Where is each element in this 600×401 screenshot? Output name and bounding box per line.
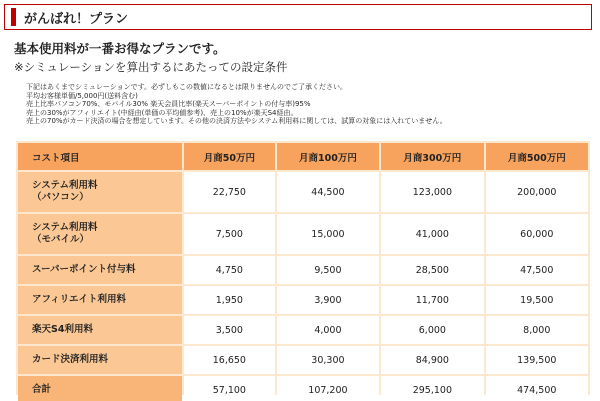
- column-header-300man: 月商300万円: [381, 143, 483, 170]
- column-header-100man: 月商100万円: [277, 143, 379, 170]
- note-line: 平均お客様単価/5,000円(送料含む): [26, 91, 138, 100]
- table-row: [18, 316, 588, 344]
- table-row-total: [18, 376, 588, 401]
- column-header-500man: 月商500万円: [486, 143, 588, 170]
- table-cell: 57,100: [184, 376, 275, 401]
- table-cell: 11,700: [381, 286, 483, 314]
- table-cell: 1,950: [184, 286, 275, 314]
- table-cell: 295,100: [381, 376, 483, 401]
- table-cell: 4,750: [184, 256, 275, 284]
- row-label: カード決済利用料: [18, 346, 182, 374]
- table-header-row: [18, 143, 588, 170]
- table-cell: 19,500: [486, 286, 588, 314]
- row-label: [18, 214, 182, 254]
- table-cell: 47,500: [486, 256, 588, 284]
- table-row: [18, 346, 588, 374]
- note-line: 下記はあくまでシミュレーションです。必ずしもこの数値になるとは限りませんのでご了承ください。: [26, 83, 348, 91]
- table-cell: 139,500: [486, 346, 588, 374]
- table-cell: 7,500: [184, 214, 275, 254]
- cost-table: [16, 141, 590, 401]
- table-cell: 200,000: [486, 172, 588, 212]
- table-cell: 3,500: [184, 316, 275, 344]
- row-label: スーパーポイント付与料: [18, 256, 182, 284]
- row-label-line: システム利用料: [32, 222, 98, 233]
- table-cell: 28,500: [381, 256, 483, 284]
- row-label: [18, 172, 182, 212]
- row-label-line: システム利用料: [32, 180, 98, 191]
- table-cell: 15,000: [277, 214, 379, 254]
- table-cell: 41,000: [381, 214, 483, 254]
- note-line: 売上の30%がアフィリエイト(中経由(単価の平均値参考)、売上の10%が楽天S4経由。: [26, 108, 298, 117]
- table-cell: 4,000: [277, 316, 379, 344]
- row-label: 楽天S4利用料: [18, 316, 182, 344]
- table-cell: 60,000: [486, 214, 588, 254]
- plan-subtitle: 基本使用料が一番お得なプランです。: [14, 41, 226, 56]
- table-cell: 16,650: [184, 346, 275, 374]
- row-label-line: （モバイル）: [32, 234, 90, 245]
- table-cell: 107,200: [277, 376, 379, 401]
- plan-title: がんばれ！プラン: [24, 11, 129, 27]
- table-cell: 6,000: [381, 316, 483, 344]
- table-cell: 8,000: [486, 316, 588, 344]
- row-label: アフィリエイト利用料: [18, 286, 182, 314]
- row-label-total: 合計: [18, 376, 182, 401]
- accent-bar: [11, 8, 16, 26]
- table-cell: 474,500: [486, 376, 588, 401]
- table-cell: 44,500: [277, 172, 379, 212]
- table-row: [18, 214, 588, 254]
- note-line: 売上の70%がカード決済の場合を想定しています。その他の決済方法やシステム利用料に関しては、試算の対象には入れていません。: [26, 117, 447, 126]
- table-row: [18, 256, 588, 284]
- table-cell: 30,300: [277, 346, 379, 374]
- conditions-heading: ※シミュレーションを算出するにあたっての設定条件: [14, 60, 288, 74]
- table-cell: 123,000: [381, 172, 483, 212]
- table-cell: 22,750: [184, 172, 275, 212]
- cost-table-wrapper: [16, 141, 590, 395]
- note-line: 売上比率パソコン70%、モバイル30% 楽天会員比率(楽天スーパーポイントの付与率)95%: [26, 100, 311, 109]
- conditions-notes: [26, 83, 586, 126]
- column-header-50man: 月商50万円: [184, 143, 275, 170]
- row-label-line: （パソコン）: [32, 192, 89, 203]
- table-row: [18, 286, 588, 314]
- plan-header: [4, 4, 592, 30]
- table-cell: 3,900: [277, 286, 379, 314]
- column-header-cost-item: コスト項目: [18, 143, 182, 170]
- table-row: [18, 172, 588, 212]
- table-cell: 9,500: [277, 256, 379, 284]
- table-cell: 84,900: [381, 346, 483, 374]
